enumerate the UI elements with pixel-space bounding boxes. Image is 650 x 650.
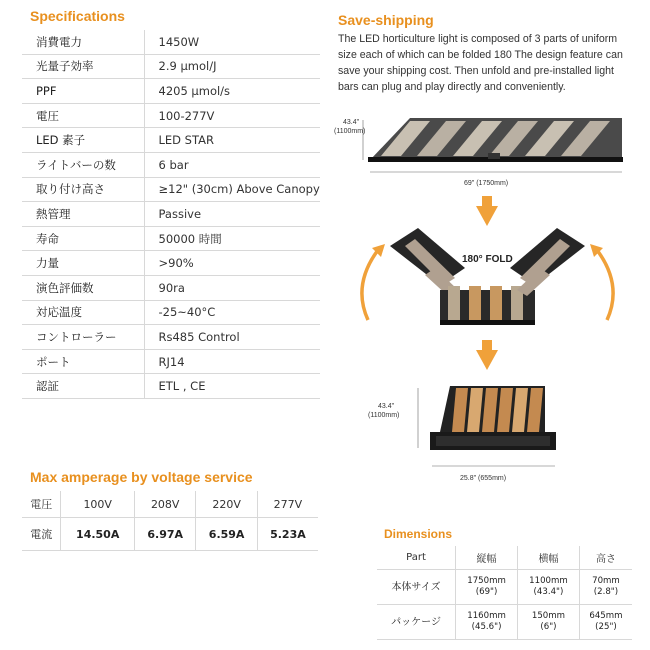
spec-key: 対応温度 [22, 300, 144, 325]
current-cell: 5.23A [257, 518, 318, 551]
dim-cell-imperial: (69") [475, 587, 498, 597]
spec-value: Passive [144, 202, 320, 227]
light-bar [490, 286, 502, 320]
dim-row-label: パッケージ [377, 605, 456, 640]
spec-key: ポート [22, 349, 144, 374]
dim-cell [518, 570, 580, 605]
fold-label: 180° FOLD [462, 254, 513, 265]
voltage-cell: 208V [135, 491, 196, 518]
dim-cell-metric: 645mm [589, 611, 623, 621]
spec-key: 寿命 [22, 226, 144, 251]
dimensions-table [377, 546, 632, 640]
folded-light-image [430, 386, 556, 450]
dim-cell [456, 570, 518, 605]
dim-cell-metric: 150mm [531, 611, 566, 621]
spec-key: 電圧 [22, 103, 144, 128]
spec-value: ETL , CE [144, 374, 320, 399]
dim-row-label: 本体サイズ [377, 570, 456, 605]
spec-value: >90% [144, 251, 320, 276]
spec-key: 光量子効率 [22, 54, 144, 79]
voltage-row-label: 電圧 [22, 491, 61, 518]
voltage-cell: 220V [196, 491, 257, 518]
spec-value: 2.9 μmol/J [144, 54, 320, 79]
light-bar [469, 286, 481, 320]
spec-key: 取り付け高さ [22, 177, 144, 202]
spec-key: 力量 [22, 251, 144, 276]
specifications-title: Specifications [30, 8, 125, 24]
spec-value: Rs485 Control [144, 325, 320, 350]
dim-cell-imperial: (43.4") [533, 587, 564, 597]
voltage-cell: 100V [61, 491, 135, 518]
bottom-width-dim: 25.8" (655mm) [460, 475, 507, 482]
dim-cell [456, 605, 518, 640]
spec-key: 演色評価数 [22, 275, 144, 300]
spec-value: 6 bar [144, 152, 320, 177]
unfolded-light-image [368, 118, 623, 162]
dim-row [377, 605, 632, 640]
dim-header: 高さ [579, 546, 632, 570]
top-width-dim: 69" (1750mm) [464, 180, 509, 187]
dim-cell-metric: 1160mm [467, 611, 506, 621]
current-cell: 6.97A [135, 518, 196, 551]
dim-header: 横幅 [518, 546, 580, 570]
dim-cell [518, 605, 580, 640]
spec-value: 90ra [144, 275, 320, 300]
dim-cell [579, 570, 632, 605]
dim-cell-imperial: (45.6") [471, 622, 502, 632]
dim-cell-metric: 1750mm [467, 576, 506, 586]
dim-cell-metric: 70mm [592, 576, 620, 586]
voltage-cell: 277V [257, 491, 318, 518]
spec-key: 消費電力 [22, 30, 144, 54]
max-amperage-title: Max amperage by voltage service [30, 469, 253, 485]
dim-row [377, 570, 632, 605]
top-height-mm: (1100mm) [334, 128, 366, 135]
folding-light-image [390, 228, 585, 325]
current-cell: 14.50A [61, 518, 135, 551]
current-cell: 6.59A [196, 518, 257, 551]
dim-header: Part [377, 546, 456, 570]
dim-cell-metric: 1100mm [529, 576, 568, 586]
light-bar [448, 286, 460, 320]
max-amperage-table [22, 491, 318, 551]
save-shipping-title: Save-shipping [338, 12, 434, 28]
dim-cell-imperial: (6") [540, 622, 557, 632]
curved-arrow-right-icon [597, 250, 613, 320]
spec-key: コントローラー [22, 325, 144, 350]
spec-value: RJ14 [144, 349, 320, 374]
spec-value: 1450W [144, 30, 320, 54]
spec-key: 熱管理 [22, 202, 144, 227]
spec-value: 4205 μmol/s [144, 79, 320, 104]
dim-cell-imperial: (25") [595, 622, 617, 632]
spec-value: -25~40°C [144, 300, 320, 325]
save-shipping-description: The LED horticulture light is composed of 3 parts of uniform size each of which can be folded 180 The design feature can save your shipping cost. Then unfold and pre-installed light bars can plug and play directly and conveniently. [338, 33, 623, 93]
spec-key: PPF [22, 79, 144, 104]
curved-arrow-left-icon [362, 250, 378, 320]
bottom-height-mm: (1100mm) [368, 412, 400, 419]
top-height-dim: 43.4" [343, 119, 360, 126]
arrow-down-icon [476, 196, 498, 226]
spec-key: 認証 [22, 374, 144, 399]
dim-header: 縦幅 [456, 546, 518, 570]
spec-key: LED 素子 [22, 128, 144, 153]
spec-value: 100-277V [144, 103, 320, 128]
spec-value: 50000 時間 [144, 226, 320, 251]
dim-cell [579, 605, 632, 640]
bottom-height-dim: 43.4" [378, 403, 395, 410]
spec-value: LED STAR [144, 128, 320, 153]
dimensions-title: Dimensions [384, 527, 453, 541]
current-row-label: 電流 [22, 518, 61, 551]
spec-key: ライトバーの数 [22, 152, 144, 177]
spec-value: ≥12" (30cm) Above Canopy [144, 177, 320, 202]
arrow-down-icon [476, 340, 498, 370]
dim-cell-imperial: (2.8") [593, 587, 619, 597]
